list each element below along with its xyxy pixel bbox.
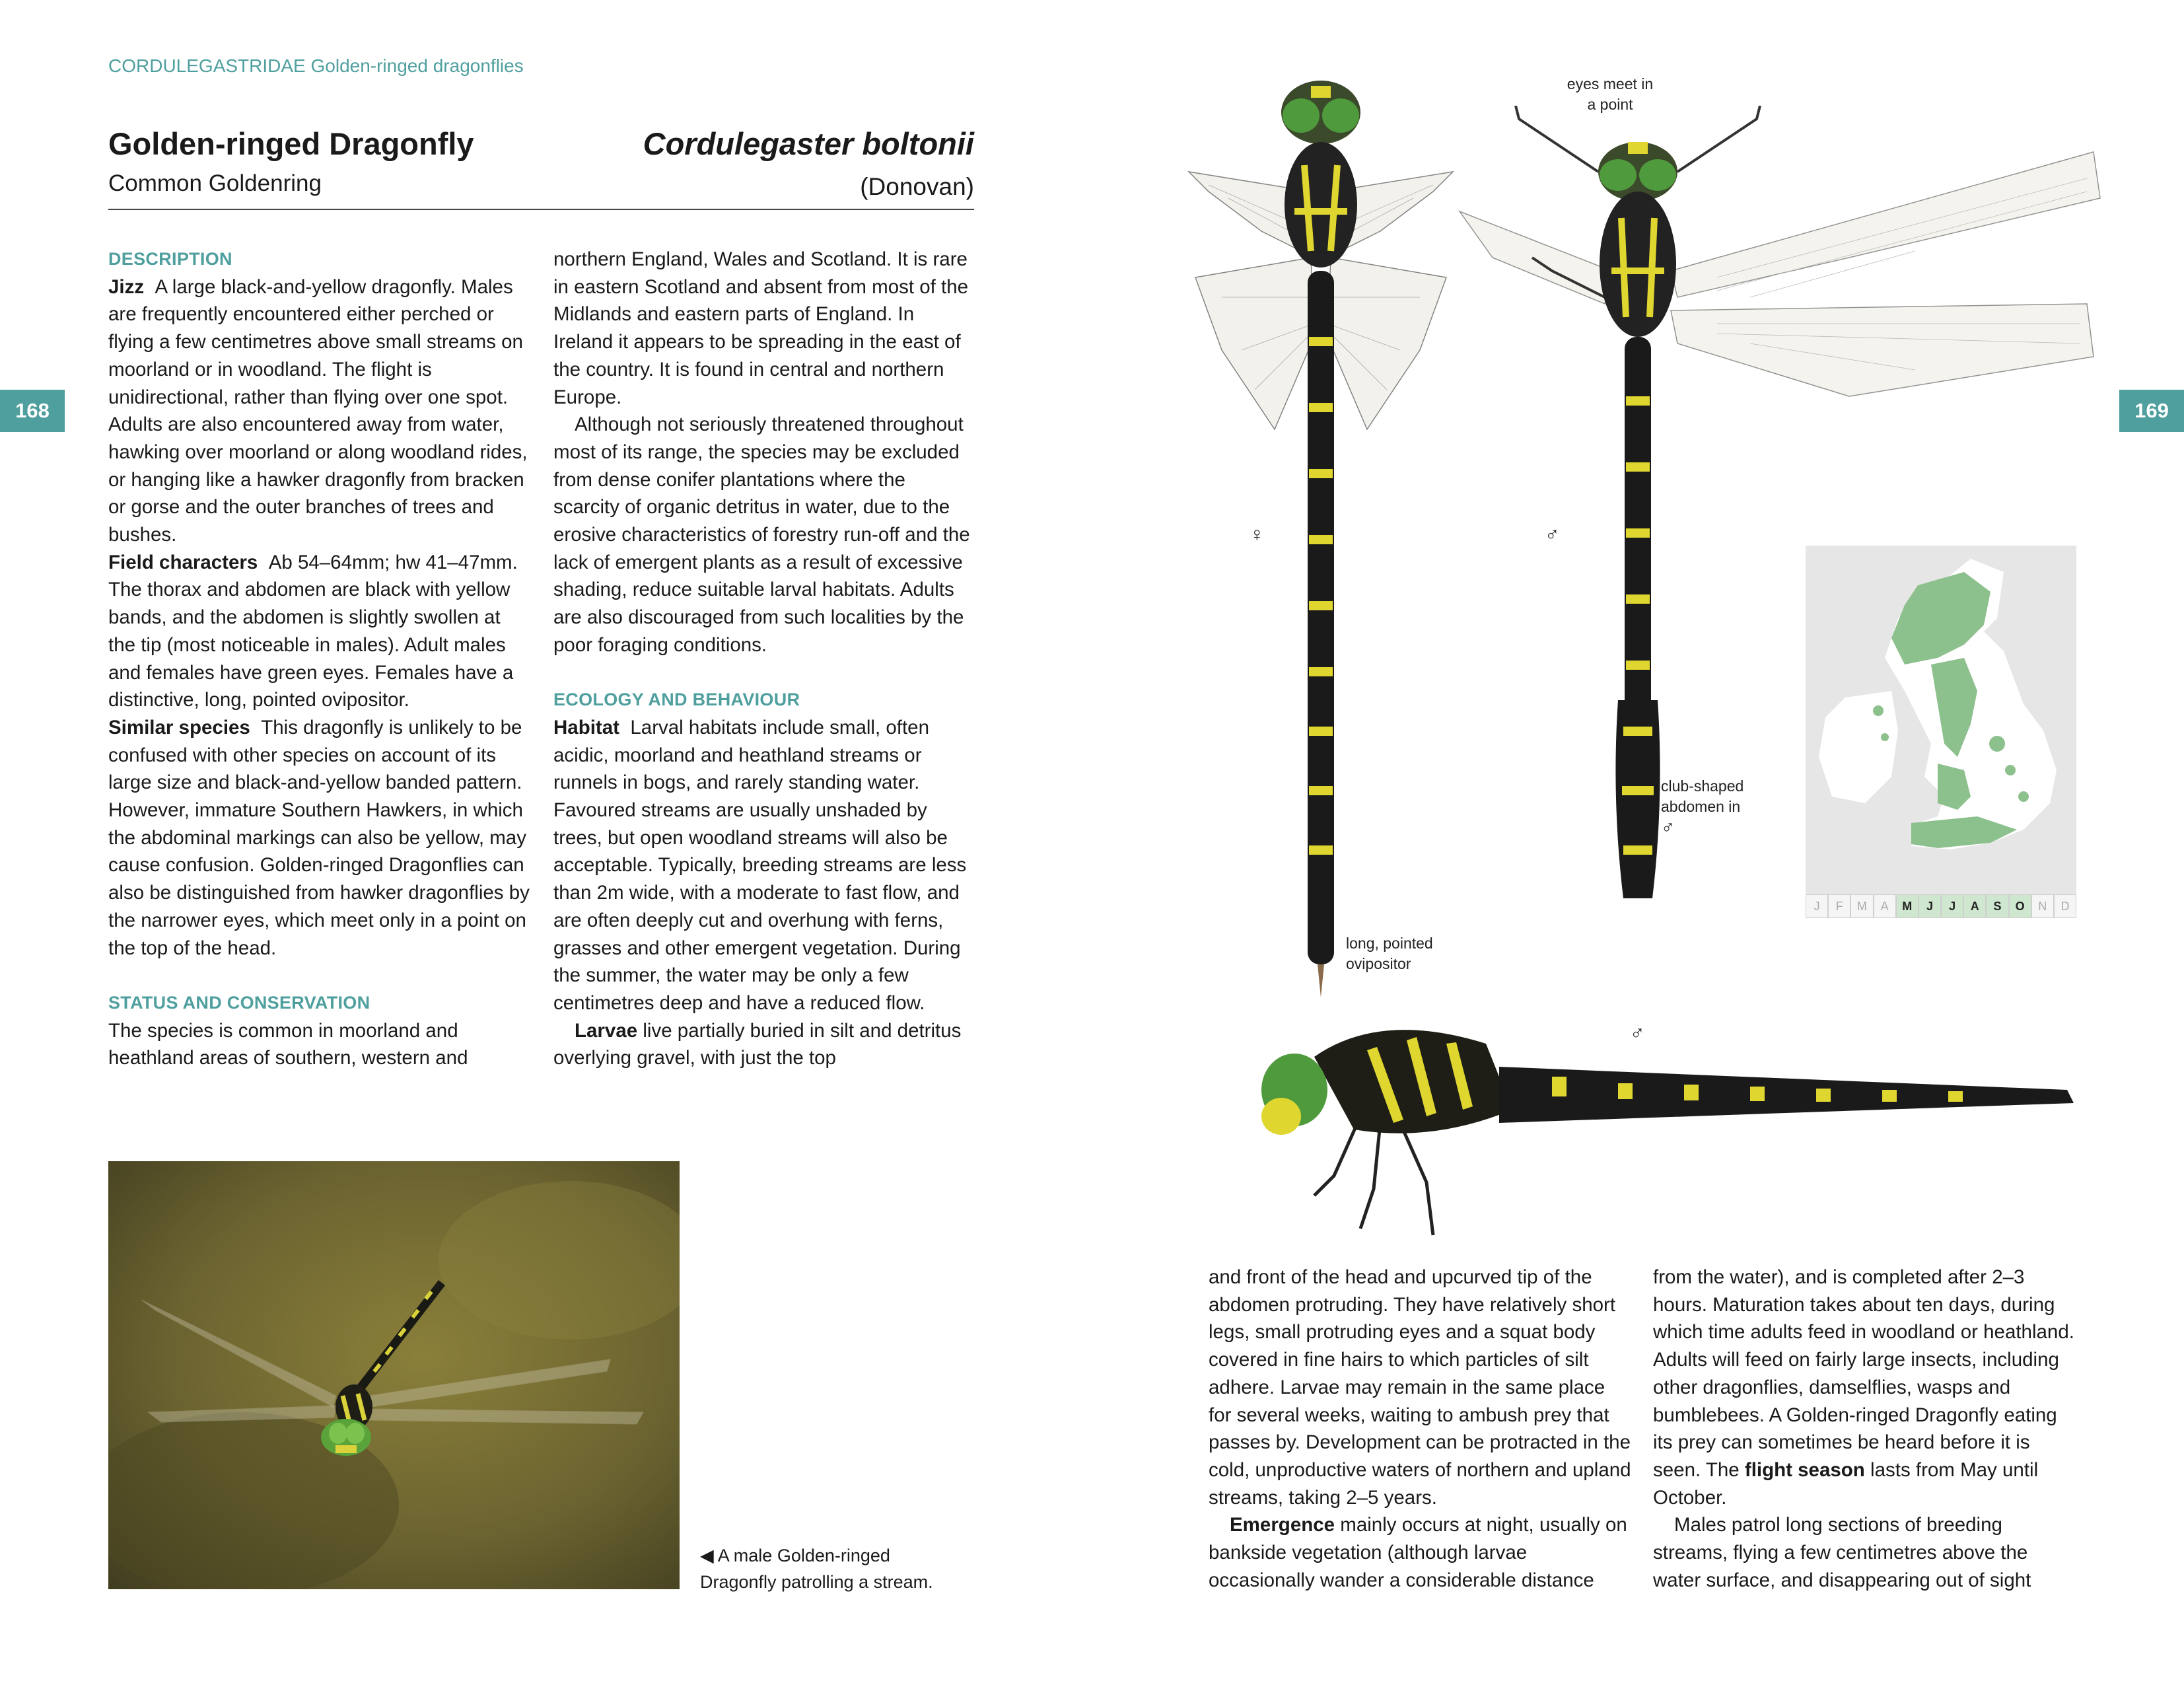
title-rule xyxy=(108,209,974,210)
month-cell: M xyxy=(1850,894,1873,918)
month-cell: M xyxy=(1896,894,1919,918)
scientific-name: Cordulegaster boltonii xyxy=(643,126,974,161)
status-paragraph: The species is common in moorland and heathland areas of southern, western and xyxy=(108,1019,468,1069)
female-dorsal-illustration xyxy=(1182,59,1460,997)
jizz-paragraph: Jizz A large black-and-yellow dragonfly. Males are frequently encountered either perched or flying a few centimetres above small streams on moorland or in woodland. The flight is unidirectional, rather than flying over one spot. Adults are also encountered away from water, hawking over moorland or along woodland rides, or hanging like a hawker dragonfly from bracken or gorse and the outer branches of trees and bushes. xyxy=(108,275,528,546)
male-symbol-dorsal: ♂ xyxy=(1545,524,1560,546)
heading-description: DESCRIPTION xyxy=(108,249,232,269)
patrol-paragraph: Males patrol long sections of breeding streams, flying a few centimetres above the water surface, and disappearing out of sight xyxy=(1653,1514,2031,1591)
label-eyes-meet: eyes meet in a point xyxy=(1567,75,1654,113)
larvae-continued-paragraph: and front of the head and upcurved tip of the abdomen protruding. They have relatively short legs, small protruding eyes and a squat body covered in fine hairs to which particles of silt adhere. Larvae may remain in the same place for several weeks, waiting to ambush prey that passes by. Development can be protracted in the cold, unproductive waters of northern and upland streams, taking 2–5 years. xyxy=(1209,1266,1631,1509)
month-cell: S xyxy=(1986,894,2008,918)
emergence-paragraph: Emergence mainly occurs at night, usually on bankside vegetation (although larvae occasionally wander a considerable distance xyxy=(1209,1514,1627,1591)
field-characters-paragraph: Field characters Ab 54–64mm; hw 41–47mm. The thorax and abdomen are black with yellow bands, and the abdomen is slightly swollen at the tip (most noticeable in males). Adult males and females have green eyes. Females have a distinctive, long, pointed ovipositor. xyxy=(108,551,518,711)
dragonfly-photo xyxy=(108,1161,680,1589)
male-symbol-lateral: ♂ xyxy=(1630,1022,1645,1044)
caption-arrow-icon: ◀ xyxy=(700,1546,714,1565)
month-cell: D xyxy=(2054,894,2076,918)
month-cell: J xyxy=(1806,894,1828,918)
conservation-paragraph: Although not seriously threatened throughout most of its range, the species may be excluded from dense conifer plantations where the scarcity of organic detritus in water, due to the erosive characteristics of forestry run-off and the lack of emergent plants as a result of excessive shading, reduce suitable larval habitats. Adults are also discouraged from such localities by the poor foraging conditions. xyxy=(553,413,970,656)
text-column-4 xyxy=(1653,1264,2076,1594)
month-cell: O xyxy=(2009,894,2031,918)
label-club-shaped: club-shaped abdomen in ♂ xyxy=(1661,777,1744,838)
distribution-paragraph: northern England, Wales and Scotland. It is rare in eastern Scotland and absent from most of the Midlands and eastern parts of England. In Ireland it appears to be spreading in the east of the country. It is found in central and northern Europe. xyxy=(553,248,969,408)
month-cell: J xyxy=(1941,894,1963,918)
habitat-paragraph: Habitat Larval habitats include small, often acidic, moorland and heathland streams or runnels in bogs, and rarely standing water. Favoured streams are usually unshaded by trees, but open woodland streams will also be acceptable. Typically, breeding streams are less than 2m wide, with a moderate to fast flow, and are often deeply cut and overhung with ferns, grasses and other emergent vegetation. During the summer, the water may be only a few centimetres deep and have a reduced flow. xyxy=(553,716,967,1014)
photo-caption: ◀ A male Golden-ringed Dragonfly patrolling a stream. xyxy=(700,1546,933,1592)
heading-ecology: ECOLOGY AND BEHAVIOUR xyxy=(553,690,800,710)
distribution-map xyxy=(1806,546,2076,902)
text-column-3 xyxy=(1209,1264,1631,1594)
male-lateral-illustration xyxy=(1235,991,2080,1248)
female-symbol: ♀ xyxy=(1250,524,1265,546)
larvae-paragraph: Larvae live partially buried in silt and detritus overlying gravel, with just the top xyxy=(553,1019,962,1069)
text-column-1 xyxy=(108,246,531,1072)
month-cell: A xyxy=(1874,894,1896,918)
month-cell: N xyxy=(2031,894,2054,918)
species-title: Golden-ringed Dragonfly xyxy=(108,126,474,161)
label-ovipositor: long, pointed ovipositor xyxy=(1346,935,1433,972)
text-column-2 xyxy=(553,246,976,1072)
month-cell: J xyxy=(1919,894,1941,918)
similar-species-paragraph: Similar species This dragonfly is unlikely to be confused with other species on account of its large size and black-and-yellow banded pattern. However, immature Southern Hawkers, in which the abdominal markings can also be yellow, may cause confusion. Golden-ringed Dragonflies can also be distinguished from hawker dragonflies by the narrower eyes, which meet only in a point on the top of the head. xyxy=(108,716,530,959)
species-subtitle: Common Goldenring xyxy=(108,170,322,196)
maturation-paragraph: from the water), and is completed after 2–3 hours. Maturation takes about ten days, during which time adults feed in woodland or heathland. Adults will feed on fairly large insects, including other dragonflies, damselflies, wasps and bumblebees. A Golden-ringed Dragonfly eating its prey can sometimes be heard before it is seen. The flight season lasts from May until October. xyxy=(1653,1266,2074,1509)
flight-season-bar xyxy=(1806,894,2076,918)
running-head: CORDULEGASTRIDAE Golden-ringed dragonflies xyxy=(108,55,524,76)
heading-status: STATUS AND CONSERVATION xyxy=(108,992,370,1013)
page-number-left: 168 xyxy=(0,390,65,432)
month-cell: A xyxy=(1963,894,1986,918)
author-name: (Donovan) xyxy=(860,173,974,200)
month-cell: F xyxy=(1828,894,1850,918)
page-number-right: 169 xyxy=(2119,390,2184,432)
